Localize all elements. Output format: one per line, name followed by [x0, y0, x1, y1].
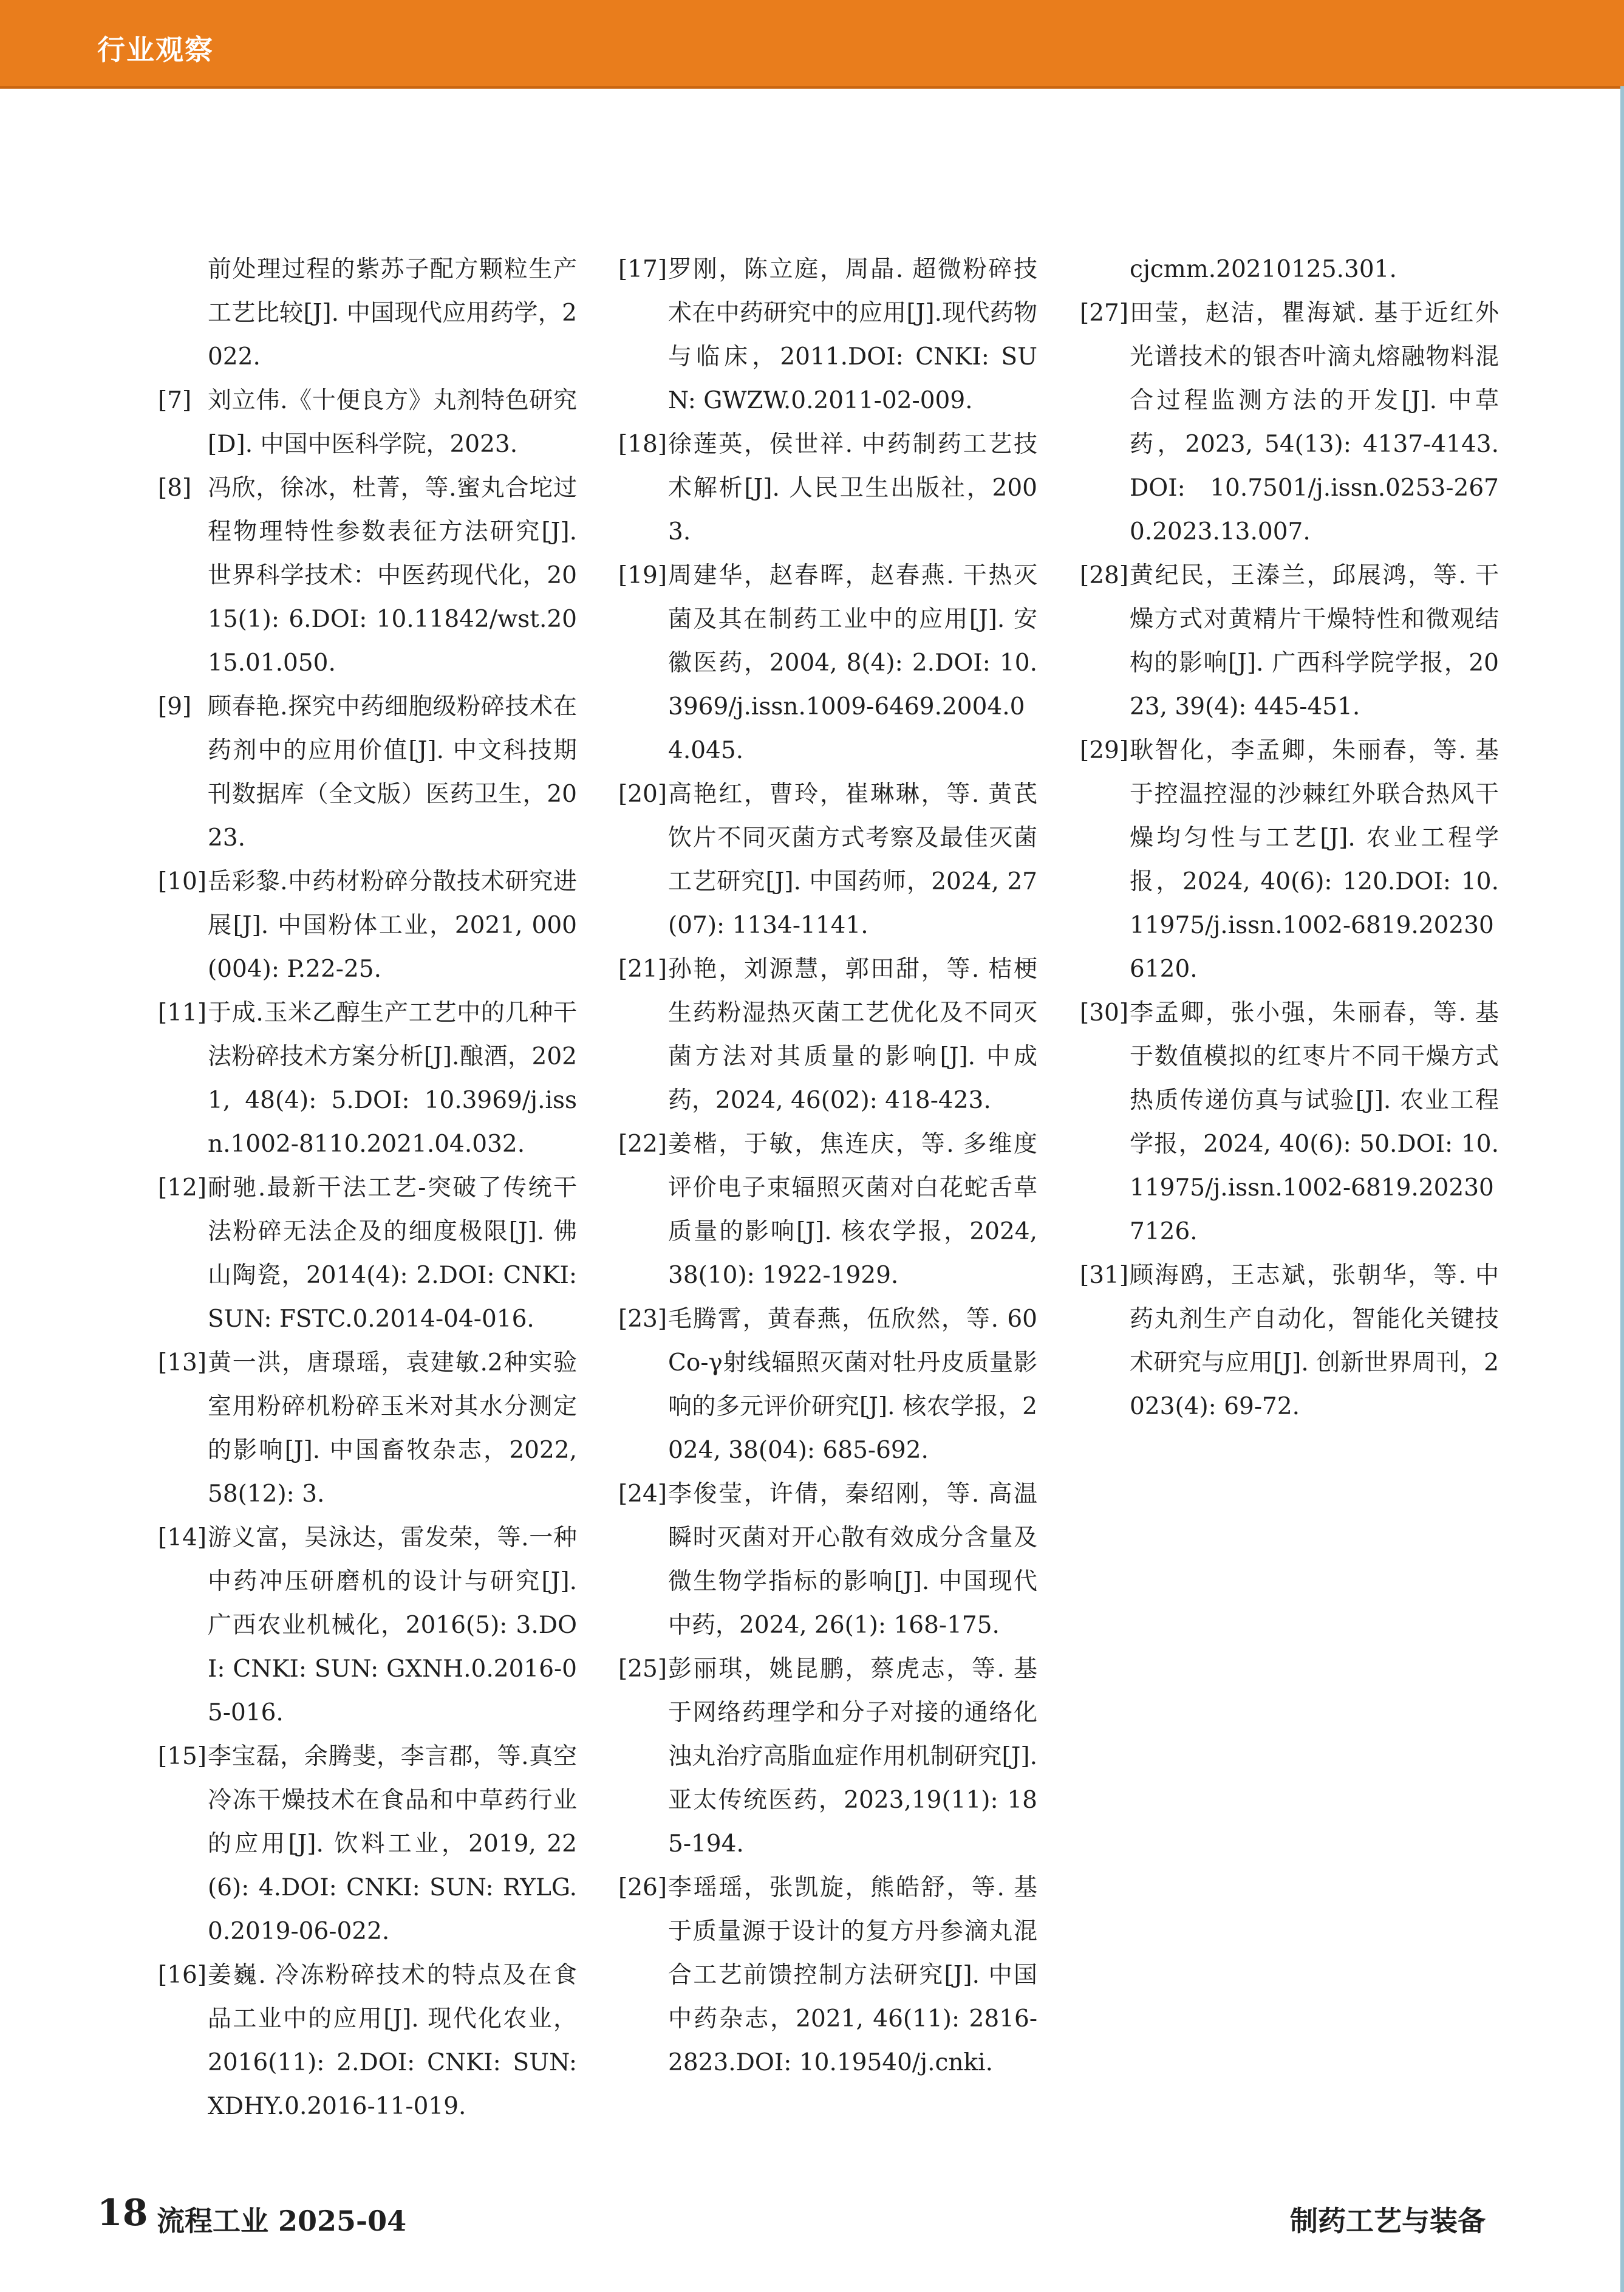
reference-number: [31]	[1080, 1262, 1129, 1289]
references-column-2	[618, 248, 1037, 2085]
reference-text: cjcmm.20210125.301.	[1130, 256, 1397, 283]
reference-text: 刘立伟.《十便良方》丸剂特色研究[D]. 中国中医科学院，2023.	[208, 387, 577, 458]
reference-text: 游义富，吴泳达，雷发荣，等.一种中药冲压研磨机的设计与研究[J]. 广西农业机械化，2016(5): 3.DOI: CNKI: SUN: GXNH.0.2016-05-016.	[208, 1524, 577, 1726]
reference-entry	[1080, 248, 1499, 292]
reference-text: 李宝磊，余腾斐，李言郡，等.真空冷冻干燥技术在食品和中草药行业的应用[J]. 饮料工业，2019, 22(6): 4.DOI: CNKI: SUN: RYLG.0.2019-06-022.	[208, 1743, 577, 1945]
reference-entry	[618, 1473, 1037, 1647]
reference-entry	[158, 1516, 577, 1735]
reference-entry	[1080, 292, 1499, 554]
reference-text: 黄一洪，唐璟瑶，袁建敏.2种实验室用粉碎机粉碎玉米对其水分测定的影响[J]. 中国畜牧杂志，2022, 58(12): 3.	[208, 1349, 577, 1508]
reference-number: [25]	[618, 1655, 667, 1683]
reference-entry	[158, 1954, 577, 2129]
reference-number: [10]	[158, 868, 207, 895]
reference-entry	[158, 685, 577, 860]
reference-number: [7]	[158, 387, 192, 414]
reference-entry	[158, 379, 577, 467]
reference-number: [16]	[158, 1962, 207, 1989]
reference-number: [20]	[618, 781, 667, 808]
reference-entry	[618, 1298, 1037, 1473]
reference-number: [8]	[158, 474, 192, 502]
page-number: 18	[97, 2192, 148, 2234]
reference-text: 耿智化，李孟卿，朱丽春，等. 基于控温控湿的沙棘红外联合热风干燥均匀性与工艺[J]. 农业工程学报，2024, 40(6): 120.DOI: 10.11975/j.issn.1002-6819.202306120.	[1130, 737, 1499, 983]
reference-number: [22]	[618, 1131, 667, 1158]
reference-number: [21]	[618, 956, 667, 983]
reference-number: [27]	[1080, 299, 1129, 327]
reference-number: [11]	[158, 999, 207, 1027]
reference-entry	[1080, 1254, 1499, 1429]
reference-text: 岳彩黎.中药材粉碎分散技术研究进展[J]. 中国粉体工业，2021, 000(004): P.22-25.	[208, 868, 577, 983]
reference-number: [28]	[1080, 562, 1129, 589]
reference-text: 姜巍. 冷冻粉碎技术的特点及在食品工业中的应用[J]. 现代化农业， 2016(11): 2.DOI: CNKI: SUN: XDHY.0.2016-11-019.	[208, 1962, 577, 2120]
reference-entry	[158, 860, 577, 991]
reference-entry	[1080, 554, 1499, 729]
reference-number: [23]	[618, 1305, 667, 1333]
reference-entry	[618, 423, 1037, 554]
section-title: 行业观察	[97, 33, 214, 66]
reference-entry	[618, 773, 1037, 948]
reference-text: 李孟卿，张小强，朱丽春，等. 基于数值模拟的红枣片不同干燥方式热质传递仿真与试验[J]. 农业工程学报，2024, 40(6): 50.DOI: 10.11975/j.issn.1002-6819.202307126.	[1130, 999, 1499, 1245]
reference-number: [26]	[618, 1874, 667, 1901]
reference-text: 孙艳，刘源慧，郭田甜，等. 桔梗生药粉湿热灭菌工艺优化及不同灭菌方法对其质量的影响[J]. 中成药，2024, 46(02): 418-423.	[668, 956, 1037, 1114]
reference-number: [14]	[158, 1524, 207, 1551]
reference-text: 顾春艳.探究中药细胞级粉碎技术在药剂中的应用价值[J]. 中文科技期刊数据库（全文版）医药卫生，2023.	[208, 693, 577, 852]
reference-number: [19]	[618, 562, 667, 589]
reference-entry	[158, 467, 577, 685]
reference-text: 彭丽琪，姚昆鹏，蔡虎志，等. 基于网络药理学和分子对接的通络化浊丸治疗高脂血症作用机制研究[J]. 亚太传统医药，2023,19(11): 185-194.	[668, 1655, 1037, 1858]
reference-text: 高艳红，曹玲，崔琳琳，等. 黄芪饮片不同灭菌方式考察及最佳灭菌工艺研究[J]. 中国药师，2024, 27(07): 1134-1141.	[668, 781, 1037, 939]
reference-entry	[618, 1647, 1037, 1866]
reference-number: [24]	[618, 1480, 667, 1508]
reference-entry	[618, 948, 1037, 1123]
reference-entry	[618, 554, 1037, 773]
reference-text: 徐莲英，侯世祥. 中药制药工艺技术解析[J]. 人民卫生出版社，2003.	[668, 431, 1037, 546]
reference-text: 毛腾霄，黄春燕，伍欣然，等. 60Co-γ射线辐照灭菌对牡丹皮质量影响的多元评价研究[J]. 核农学报，2024, 38(04): 685-692.	[668, 1305, 1037, 1464]
journal-issue: 流程工业 2025-04	[157, 2205, 407, 2237]
reference-entry	[618, 248, 1037, 423]
reference-number: [29]	[1080, 737, 1129, 764]
reference-entry	[158, 248, 577, 379]
reference-number: [9]	[158, 693, 192, 720]
header-bar	[0, 0, 1624, 89]
reference-text: 耐驰.最新干法工艺-突破了传统干法粉碎无法企及的细度极限[J]. 佛山陶瓷，2014(4): 2.DOI: CNKI: SUN: FSTC.0.2014-04-016.	[208, 1174, 577, 1333]
reference-number: [12]	[158, 1174, 207, 1202]
reference-text: 前处理过程的紫苏子配方颗粒生产工艺比较[J]. 中国现代应用药学，2022.	[208, 256, 577, 371]
reference-text: 冯欣，徐冰，杜菁，等.蜜丸合坨过程物理特性参数表征方法研究[J]. 世界科学技术：中医药现代化，2015(1): 6.DOI: 10.11842/wst.2015.01.050.	[208, 474, 577, 677]
reference-entry	[1080, 729, 1499, 991]
reference-entry	[158, 1341, 577, 1516]
reference-entry	[158, 1735, 577, 1954]
reference-text: 罗刚，陈立庭，周晶. 超微粉碎技术在中药研究中的应用[J].现代药物与临床，2011.DOI: CNKI: SUN: GWZW.0.2011-02-009.	[668, 256, 1037, 414]
reference-text: 李俊莹，许倩，秦绍刚，等. 高温瞬时灭菌对开心散有效成分含量及微生物学指标的影响[J]. 中国现代中药，2024, 26(1): 168-175.	[668, 1480, 1037, 1639]
reference-text: 于成.玉米乙醇生产工艺中的几种干法粉碎技术方案分析[J].酿酒，2021, 48(4): 5.DOI: 10.3969/j.issn.1002-8110.2021.04.032.	[208, 999, 577, 1158]
reference-number: [13]	[158, 1349, 207, 1377]
reference-entry	[158, 1166, 577, 1341]
reference-number: [15]	[158, 1743, 207, 1770]
reference-entry	[1080, 991, 1499, 1254]
reference-text: 田莹，赵洁，瞿海斌. 基于近红外光谱技术的银杏叶滴丸熔融物料混合过程监测方法的开发[J]. 中草药，2023, 54(13): 4137-4143.DOI: 10.7501/j.issn.0253-2670.2023.13.007.	[1130, 299, 1499, 546]
reference-entry	[618, 1123, 1037, 1298]
reference-text: 顾海鸥，王志斌，张朝华，等. 中药丸剂生产自动化，智能化关键技术研究与应用[J]. 创新世界周刊，2023(4): 69-72.	[1130, 1262, 1499, 1420]
references-column-3	[1080, 248, 1499, 1429]
reference-text: 黄纪民，王溱兰，邱展鸿，等. 干燥方式对黄精片干燥特性和微观结构的影响[J]. 广西科学院学报，2023, 39(4): 445-451.	[1130, 562, 1499, 720]
references-column-1	[158, 248, 577, 2129]
reference-text: 周建华，赵春晖，赵春燕. 干热灭菌及其在制药工业中的应用[J]. 安徽医药，2004, 8(4): 2.DOI: 10.3969/j.issn.1009-6469.2004.04.045.	[668, 562, 1037, 764]
right-edge-rule	[1620, 86, 1624, 2292]
reference-number: [17]	[618, 256, 667, 283]
column-name: 制药工艺与装备	[1290, 2205, 1486, 2237]
reference-number: [18]	[618, 431, 667, 458]
reference-entry	[618, 1866, 1037, 2085]
reference-number: [30]	[1080, 999, 1129, 1027]
reference-text: 李瑶瑶，张凯旋，熊皓舒，等. 基于质量源于设计的复方丹参滴丸混合工艺前馈控制方法研究[J]. 中国中药杂志，2021, 46(11): 2816-2823.DOI: 10.19540/j.cnki.	[668, 1874, 1037, 2076]
reference-entry	[158, 991, 577, 1166]
reference-text: 姜楷，于敏，焦连庆，等. 多维度评价电子束辐照灭菌对白花蛇舌草质量的影响[J]. 核农学报，2024, 38(10): 1922-1929.	[668, 1131, 1037, 1289]
